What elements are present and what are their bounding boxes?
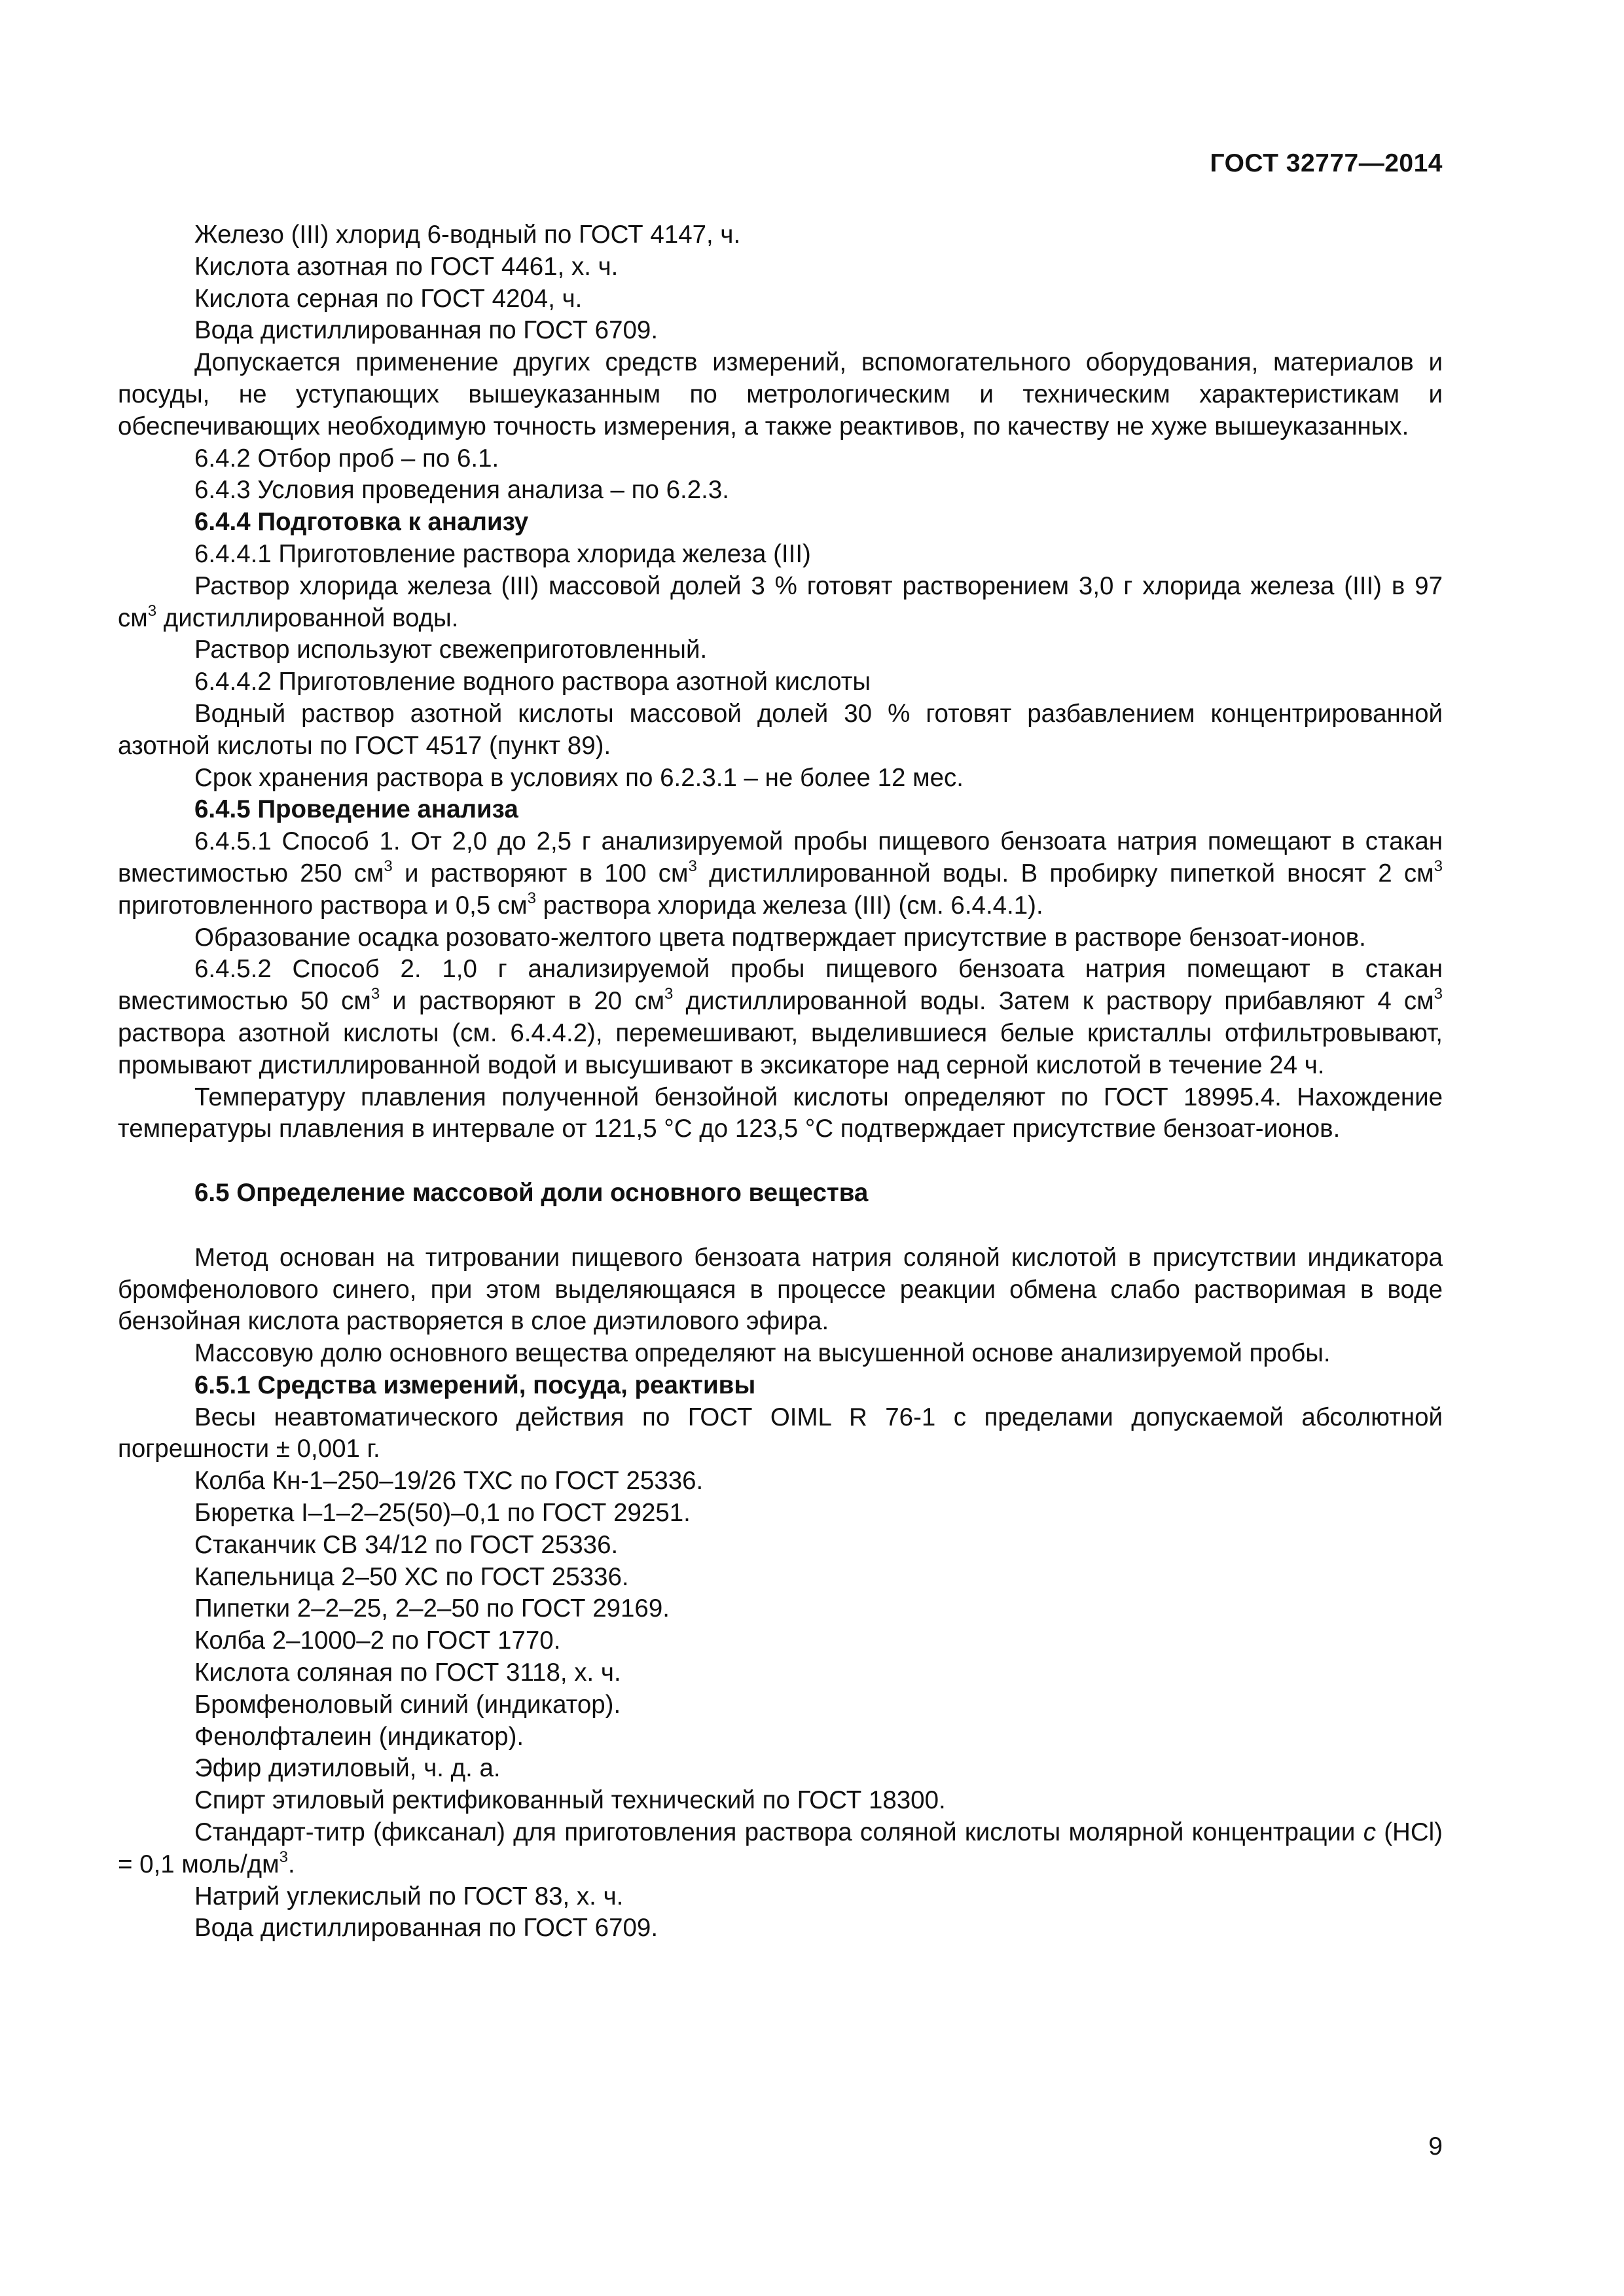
paragraph: Колба 2–1000–2 по ГОСТ 1770. (194, 1626, 561, 1655)
text-run: 6.4.5.1 Способ 1. От 2,0 до 2,5 г анализируемой пробы пищевого бензоата натрия помещают в стакан вместимостью 250 см (118, 827, 1443, 888)
paragraph: Спирт этиловый ректификованный технический по ГОСТ 18300. (194, 1786, 946, 1815)
text-run: Стандарт-титр (фиксанал) для приготовления раствора соляной кислоты молярной концентрации (194, 1818, 1363, 1847)
section-heading-6-5-1: 6.5.1 Средства измерений, посуда, реактивы (194, 1371, 756, 1399)
text-run: (HCl) = 0,1 моль/дм (118, 1818, 1443, 1878)
paragraph: Метод основан на титровании пищевого бензоата натрия соляной кислотой в присутствии индикатора бромфенолового синего, при этом выделяющаяся в процессе реакции обмена слабо растворимая в воде бензойная кислота растворяется в слое диэтилового эфира. (118, 1243, 1443, 1336)
text-run: и растворяют в 100 см (392, 859, 689, 888)
text-run: 6.4.5.2 Способ 2. 1,0 г анализируемой пробы пищевого бензоата натрия помещают в стакан вместимостью 50 см (118, 955, 1443, 1016)
text-run: приготовленного раствора и 0,5 см (118, 891, 528, 920)
paragraph: Бромфеноловый синий (индикатор). (194, 1690, 621, 1719)
paragraph: Натрий углекислый по ГОСТ 83, х. ч. (194, 1882, 624, 1910)
text-run: Раствор хлорида железа (III) массовой долей 3 % готовят растворением 3,0 г хлорида железа (III) в 97 см (118, 571, 1443, 632)
superscript: 3 (1434, 985, 1443, 1003)
page-number: 9 (1428, 2132, 1443, 2161)
paragraph: Температуру плавления полученной бензойной кислоты определяют по ГОСТ 18995.4. Нахождение температуры плавления в интервале от 121,5 °С до 123,5 °С подтверждает присутствие бензоат-ионов. (118, 1083, 1443, 1143)
text-run: и растворяют в 20 см (380, 987, 665, 1016)
section-heading-6-4-5: 6.4.5 Проведение анализа (194, 795, 518, 824)
text-run: дистиллированной воды. Затем к раствору прибавляют 4 см (673, 987, 1434, 1016)
paragraph: Вода дистиллированная по ГОСТ 6709. (194, 1914, 659, 1943)
superscript: 3 (664, 985, 674, 1003)
paragraph: Раствор используют свежеприготовленный. (194, 636, 708, 664)
superscript: 3 (1434, 857, 1443, 875)
paragraph: Срок хранения раствора в условиях по 6.2.3.1 – не более 12 мес. (194, 763, 964, 792)
paragraph: Вода дистиллированная по ГОСТ 6709. (194, 316, 659, 345)
paragraph: 6.4.4.2 Приготовление водного раствора азотной кислоты (194, 668, 871, 696)
superscript: 3 (147, 601, 157, 620)
paragraph: Бюретка I–1–2–25(50)–0,1 по ГОСТ 29251. (194, 1499, 691, 1528)
text-run: дистиллированной воды. (156, 603, 459, 632)
paragraph: Весы неавтоматического действия по ГОСТ OIML R 76-1 с пределами допускаемой абсолютной погрешности ± 0,001 г. (118, 1403, 1443, 1463)
paragraph: 6.4.2 Отбор проб – по 6.1. (194, 444, 499, 473)
superscript: 3 (688, 857, 697, 875)
paragraph: Кислота серная по ГОСТ 4204, ч. (194, 284, 583, 313)
text-run: дистиллированной воды. В пробирку пипеткой вносят 2 см (696, 859, 1434, 888)
superscript: 3 (279, 1848, 288, 1866)
paragraph (118, 826, 1443, 922)
paragraph: Фенолфталеин (индикатор). (194, 1722, 524, 1751)
paragraph: Кислота азотная по ГОСТ 4461, х. ч. (194, 252, 619, 281)
paragraph: 6.4.4.1 Приготовление раствора хлорида железа (III) (194, 539, 811, 568)
paragraph (118, 1817, 1443, 1881)
paragraph (118, 954, 1443, 1081)
paragraph: Кислота соляная по ГОСТ 3118, х. ч. (194, 1659, 621, 1687)
superscript: 3 (527, 889, 536, 907)
superscript: 3 (370, 985, 380, 1003)
page-header-doc-id: ГОСТ 32777—2014 (1210, 149, 1443, 177)
paragraph: Образование осадка розовато-желтого цвета подтверждает присутствие в растворе бензоат-ионов. (194, 923, 1366, 952)
paragraph: 6.4.3 Условия проведения анализа – по 6.2.3. (194, 476, 729, 505)
superscript: 3 (384, 857, 393, 875)
section-heading-6-5: 6.5 Определение массовой доли основного вещества (194, 1178, 869, 1207)
text-run: . (287, 1850, 295, 1878)
paragraph (118, 571, 1443, 635)
formula-variable: с (1363, 1818, 1376, 1847)
paragraph: Эфир диэтиловый, ч. д. а. (194, 1754, 501, 1783)
page-content (118, 219, 1443, 1945)
paragraph: Капельница 2–50 ХС по ГОСТ 25336. (194, 1562, 629, 1591)
paragraph: Массовую долю основного вещества определяют на высушенной основе анализируемой пробы. (194, 1339, 1331, 1368)
paragraph: Железо (III) хлорид 6-водный по ГОСТ 4147, ч. (194, 221, 741, 249)
paragraph: Водный раствор азотной кислоты массовой долей 30 % готовят разбавлением концентрированной азотной кислоты по ГОСТ 4517 (пункт 89). (118, 699, 1443, 760)
paragraph: Допускается применение других средств измерений, вспомогательного оборудования, материалов и посуды, не уступающих вышеуказанным по метрологическим и техническим характеристикам и обеспечивающих необходимую точность измерения, а также реактивов, по качеству не хуже вышеуказанных. (118, 348, 1443, 440)
paragraph: Пипетки 2–2–25, 2–2–50 по ГОСТ 29169. (194, 1594, 670, 1623)
text-run: раствора азотной кислоты (см. 6.4.4.2), перемешивают, выделившиеся белые кристаллы отфильтровывают, промывают дистиллированной водой и высушивают в эксикаторе над серной кислотой в течение 24 ч. (118, 1018, 1443, 1079)
section-heading-6-4-4: 6.4.4 Подготовка к анализу (194, 508, 529, 537)
text-run: раствора хлорида железа (III) (см. 6.4.4.1). (535, 891, 1043, 920)
paragraph: Стаканчик СВ 34/12 по ГОСТ 25336. (194, 1530, 619, 1559)
paragraph: Колба Кн-1–250–19/26 ТХС по ГОСТ 25336. (194, 1467, 704, 1496)
